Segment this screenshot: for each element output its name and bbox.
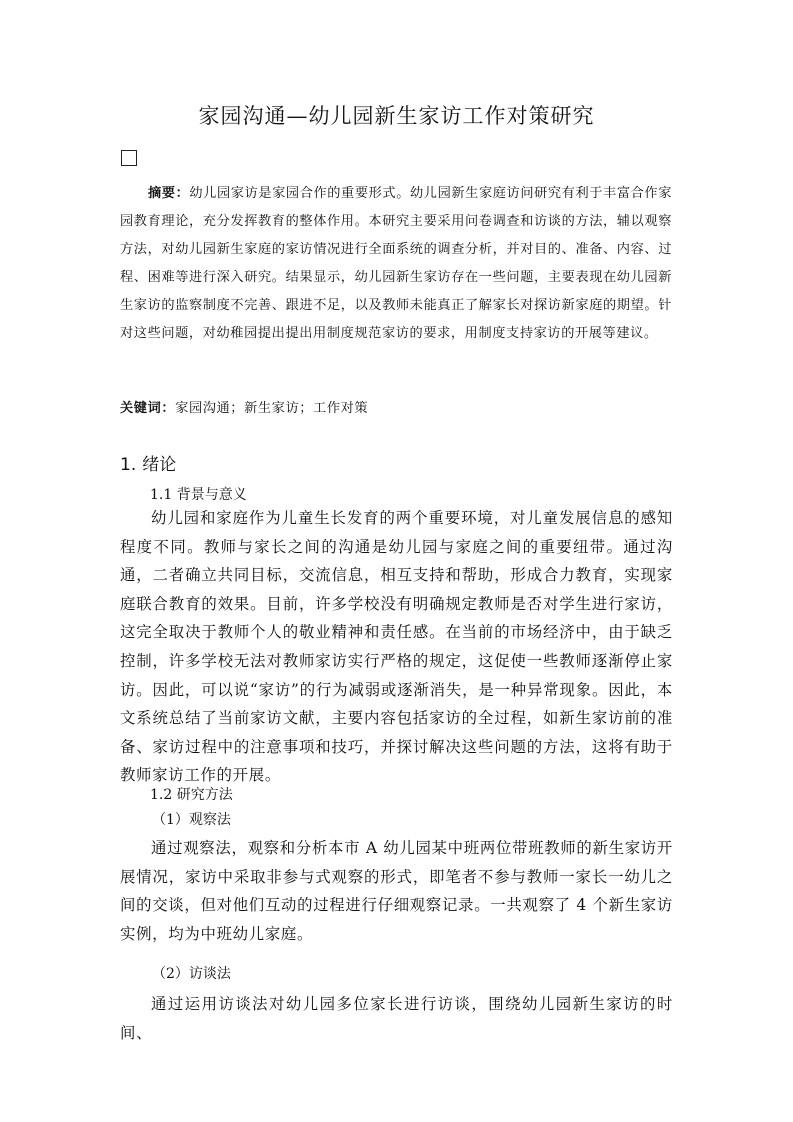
abstract xyxy=(120,180,672,348)
paragraph-interview: 通过运用访谈法对幼儿园多位家长进行访谈，围绕幼儿园新生家访的时间、 xyxy=(120,995,673,1042)
section-number: 1. xyxy=(120,455,137,475)
method-heading-observation: （1）观察法 xyxy=(152,812,231,828)
abstract-text: 幼儿园家访是家园合作的重要形式。幼儿园新生家庭访问研究有利于丰富合作家园教育理论，充分发挥教育的整体作用。本研究主要采用问卷调查和访谈的方法，辅以观察方法，对幼儿园新生家庭的家访情况进行全面系统的调查分析，并对目的、准备、内容、过程、困难等进行深入研究。结果显示，幼儿园新生家访存在一些问题，主要表现在幼儿园新生家访的监察制度不完善、跟进不足，以及教师未能真正了解家长对探访新家庭的期望。针对这些问题，对幼稚园提出提出用制度规范家访的要求，用制度支持家访的开展等建议。 xyxy=(120,186,672,341)
abstract-label: 摘要： xyxy=(148,186,190,201)
keywords-text: 家园沟通；新生家访；工作对策 xyxy=(175,401,369,416)
subsection-heading-1-1: 1.1 背景与意义 xyxy=(150,487,247,503)
method-heading-interview: （2）访谈法 xyxy=(152,966,231,982)
section-heading-1 xyxy=(120,450,176,475)
section-title: 绪论 xyxy=(142,455,177,475)
keywords xyxy=(120,398,672,420)
paragraph-background: 幼儿园和家庭作为儿童生长发育的两个重要环境，对儿童发展信息的感知程度不同。教师与家长之间的沟通是幼儿园与家庭之间的重要纽带。通过沟通，二者确立共同目标，交流信息，相互支持和帮助，形成合力教育，实现家庭联合教育的效果。目前，许多学校没有明确规定教师是否对学生进行家访，这完全取决于教师个人的敬业精神和责任感。在当前的市场经济中，由于缺乏控制，许多学校无法对教师家访实行严格的规定，这促使一些教师逐渐停止家访。因此，可以说“家访”的行为减弱或逐渐消失，是一种异常现象。因此，本文系统总结了当前家访文献，主要内容包括家访的全过程，如新生家访前的准备、家访过程中的注意事项和技巧，并探讨解决这些问题的方法，这将有助于教师家访工作的开展。 xyxy=(120,509,673,785)
paragraph-observation: 通过观察法，观察和分析本市 A 幼儿园某中班两位带班教师的新生家访开展情况，家访中采取非参与式观察的形式，即笔者不参与教师一家长一幼儿之间的交谈，但对他们互动的过程进行仔细观察记录。一共观察了 4 个新生家访实例，均为中班幼儿家庭。 xyxy=(120,839,673,943)
checkbox-placeholder-icon xyxy=(121,150,137,166)
keywords-label: 关键词： xyxy=(120,401,176,416)
document-title: 家园沟通—幼儿园新生家访工作对策研究 xyxy=(198,104,595,128)
subsection-heading-1-2: 1.2 研究方法 xyxy=(150,787,233,803)
